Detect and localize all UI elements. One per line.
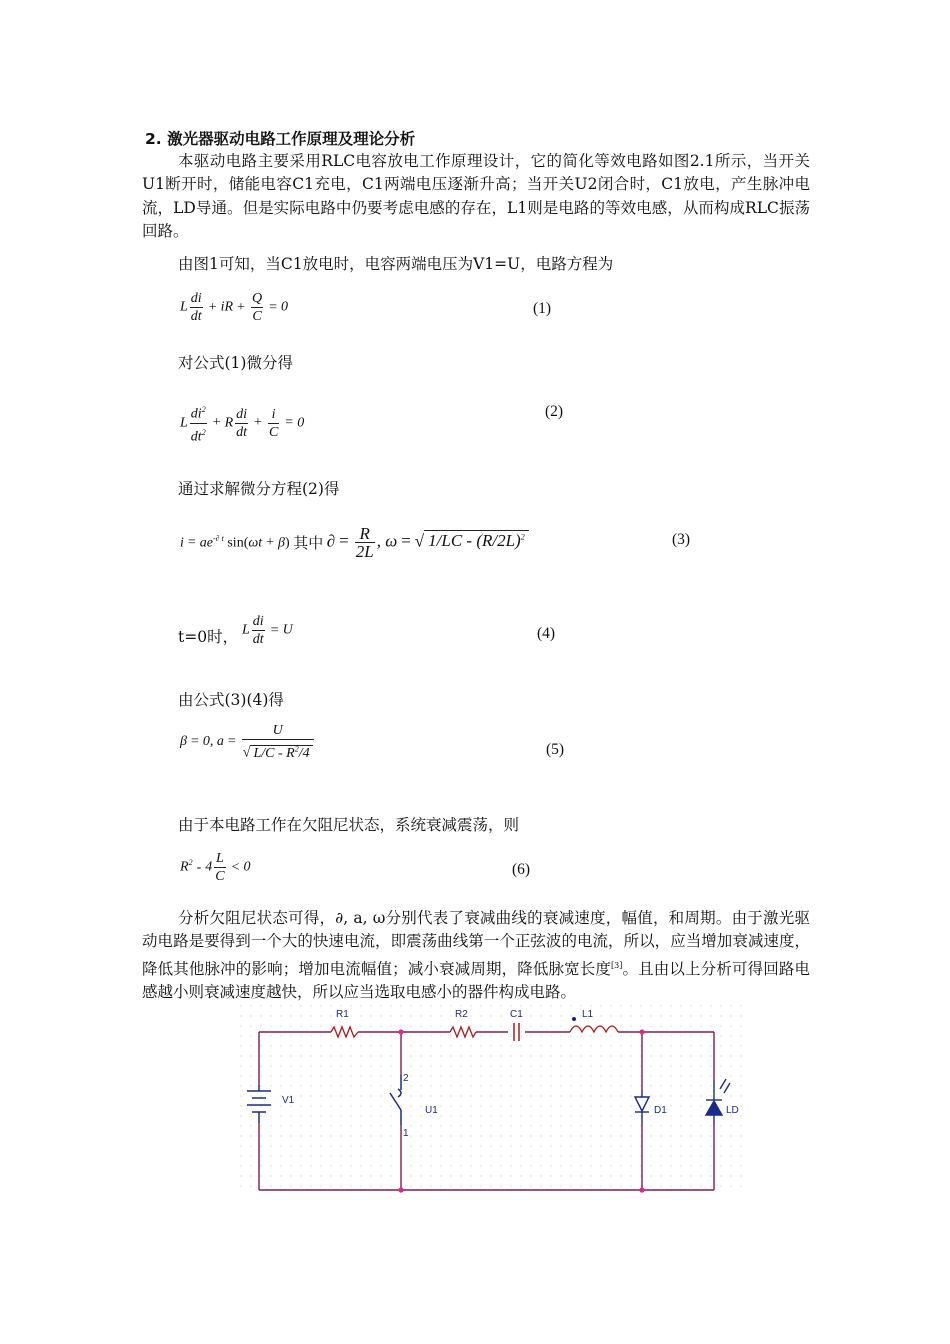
text-line-underdamped: 由于本电路工作在欠阻尼状态，系统衰减震荡，则 <box>178 816 520 834</box>
label-d1: D1 <box>654 1105 667 1116</box>
label-l1: L1 <box>582 1009 594 1020</box>
reference-mark: [3] <box>611 960 623 970</box>
equation-1: L $\frac{di}{dt}$ + iR + $\frac{Q}{C}$ = 0 <box>180 291 288 324</box>
equation-4-number: (4) <box>537 625 556 642</box>
equation-3: $i = ae^{-\partial t}$ sin(ωt + β) 其中 ∂ = $\frac{R}{2L}$ , ω = √ $1/LC - (R/2L)^2$ <box>180 525 529 560</box>
text-line-from-3-4: 由公式(3)(4)得 <box>178 691 284 709</box>
equation-4: L $\frac{di}{dt}$ = U <box>242 614 293 647</box>
equation-5-number: (5) <box>546 741 565 758</box>
text-line-circuit-equation: 由图1可知，当C1放电时，电容两端电压为V1=U，电路方程为 <box>178 255 614 273</box>
label-pin-2: 2 <box>403 1073 409 1084</box>
intro-paragraph: 本驱动电路主要采用RLC电容放电工作原理设计，它的简化等效电路如图2.1所示，当开关U1断开时，储能电容C1充电，C1两端电压逐渐升高；当开关U2闭合时，C1放电，产生脉冲电流，LD导通。但是实际电路中仍要考虑电感的存在，L1则是电路的等效电感，从而构成RLC振荡回路。 <box>142 152 810 241</box>
analysis-paragraph <box>142 907 810 1005</box>
equation-6: $R^2 - 4$ $\frac{L}{C}$ < 0 <box>180 851 251 884</box>
text-line-differentiate: 对公式(1)微分得 <box>178 354 293 372</box>
text-line-t0: t=0时， <box>178 628 239 646</box>
equation-6-number: (6) <box>512 861 531 878</box>
equation-2: L $\frac{di^2}{dt^2}$ + R $\frac{di}{dt}$ + $\frac{i}{C}$ = 0 <box>180 401 304 445</box>
equation-3-where: 其中 <box>293 534 324 552</box>
text-line-solve: 通过求解微分方程(2)得 <box>178 480 340 498</box>
label-ld: LD <box>726 1105 739 1116</box>
equation-1-number: (1) <box>533 300 552 317</box>
label-r1: R1 <box>336 1009 349 1020</box>
label-r2: R2 <box>455 1009 468 1020</box>
label-u1: U1 <box>425 1105 438 1116</box>
label-v1: V1 <box>282 1095 295 1106</box>
inductor-dot <box>572 1017 576 1021</box>
analysis-text-tail: 。且由以上分析可得回路电感越小则衰减速度越快，所以应当选取电感小的器件构成电路。 <box>142 959 810 1002</box>
equation-3-number: (3) <box>672 531 691 548</box>
label-c1: C1 <box>510 1009 523 1020</box>
section-heading: 2. 激光器驱动电路工作原理及理论分析 <box>145 130 416 148</box>
circuit-diagram <box>240 1005 744 1195</box>
label-pin-1: 1 <box>403 1128 409 1139</box>
equation-5: β = 0, a = $\frac{U}{√ L/C - R^2/4}$ <box>180 722 316 762</box>
equation-2-number: (2) <box>545 403 564 420</box>
analysis-text: 分析欠阻尼状态可得，∂, a, ω分别代表了衰减曲线的衰减速度，幅值，和周期。由于激光驱动电路是要得到一个大的快速电流，即震荡曲线第一个正弦波的电流，所以，应当增加衰减速度，降低其他脉冲的影响；增加电流幅值；减小衰减周期，降低脉宽长度 <box>142 909 810 978</box>
